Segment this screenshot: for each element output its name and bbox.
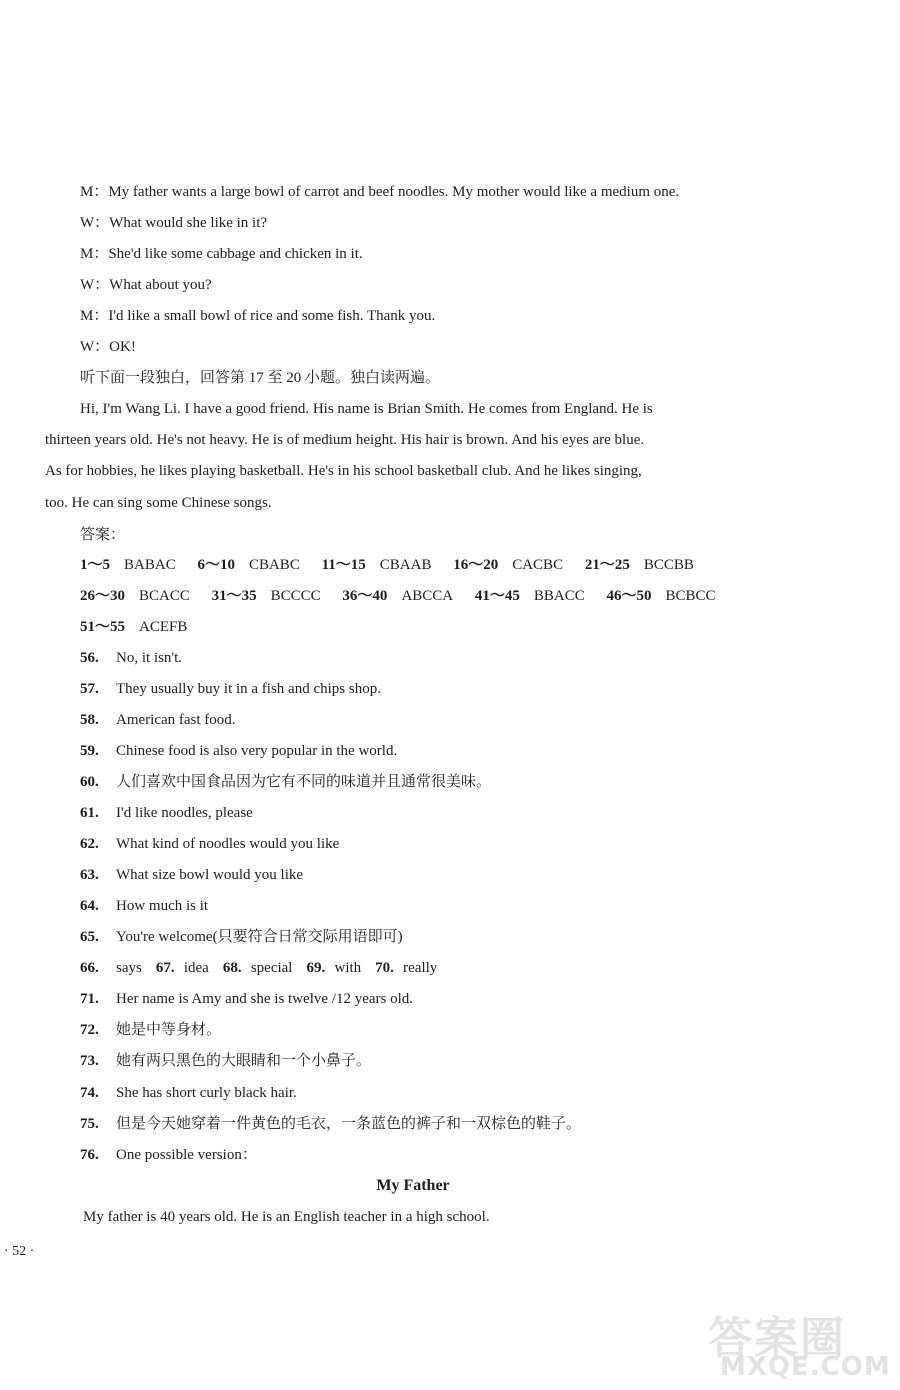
monologue-line: thirteen years old. He's not heavy. He is of medium height. His hair is brown. And his eyes are blue. bbox=[45, 432, 645, 448]
question-number: 62. bbox=[80, 836, 99, 852]
answer-text: 人们喜欢中国食品因为它有不同的味道并且通常很美味。 bbox=[116, 774, 492, 790]
answer-letters: CBAAB bbox=[379, 557, 432, 573]
watermark-text: 答案圈 bbox=[708, 1313, 846, 1364]
numbered-answer bbox=[80, 989, 413, 1009]
answer-text: Her name is Amy and she is twelve /12 years old. bbox=[116, 991, 414, 1007]
numbered-answer bbox=[80, 1114, 581, 1134]
cloze-word: idea bbox=[183, 960, 209, 976]
answer-text: Chinese food is also very popular in the world. bbox=[116, 743, 398, 759]
answer-letters: ACEFB bbox=[139, 619, 188, 635]
question-number: 66. bbox=[80, 960, 99, 976]
watermark-logo bbox=[700, 1302, 890, 1382]
dialogue-line bbox=[80, 213, 267, 233]
numbered-answer bbox=[80, 1083, 297, 1103]
speaker: M： bbox=[80, 246, 109, 262]
answer-range: 36～40 bbox=[342, 588, 388, 604]
answer-text: She has short curly black hair. bbox=[116, 1085, 297, 1101]
speaker: M： bbox=[80, 308, 109, 324]
answer-text: 她是中等身材。 bbox=[116, 1022, 222, 1038]
page-number: · 52 · bbox=[4, 1244, 35, 1259]
answer-letters: BCCBB bbox=[643, 557, 694, 573]
answer-range: 1～5 bbox=[80, 557, 111, 573]
dialogue-line bbox=[80, 337, 136, 357]
answer-text: I'd like noodles, please bbox=[116, 805, 253, 821]
answer-text: They usually buy it in a fish and chips shop. bbox=[116, 681, 381, 697]
question-number: 56. bbox=[80, 650, 99, 666]
answer-row bbox=[80, 586, 734, 606]
numbered-answer bbox=[80, 803, 253, 823]
speaker: W： bbox=[80, 277, 110, 293]
answer-text: 但是今天她穿着一件黄色的毛衣，一条蓝色的裤子和一双棕色的鞋子。 bbox=[116, 1116, 582, 1132]
answer-letters: BBACC bbox=[533, 588, 585, 604]
question-number: 75. bbox=[80, 1116, 99, 1132]
question-number: 63. bbox=[80, 867, 99, 883]
numbered-answer bbox=[80, 1051, 371, 1071]
answer-range: 26～30 bbox=[80, 588, 126, 604]
numbered-answer bbox=[80, 772, 491, 792]
question-number: 67. bbox=[155, 960, 175, 976]
cloze-word: says bbox=[116, 960, 142, 976]
cloze-word: really bbox=[403, 960, 438, 976]
numbered-answer bbox=[80, 927, 403, 947]
answer-range: 16～20 bbox=[453, 557, 499, 573]
question-number: 70. bbox=[375, 960, 394, 976]
numbered-answer bbox=[80, 710, 236, 730]
monologue-line: too. He can sing some Chinese songs. bbox=[45, 495, 272, 511]
question-number: 58. bbox=[80, 712, 99, 728]
answer-group bbox=[80, 617, 187, 637]
dialogue-line bbox=[80, 182, 679, 202]
question-number: 61. bbox=[80, 805, 99, 821]
answer-group bbox=[322, 555, 432, 575]
cloze-answers bbox=[80, 958, 437, 978]
dialogue-line bbox=[80, 244, 363, 264]
question-number: 57. bbox=[80, 681, 99, 697]
question-number: 72. bbox=[80, 1022, 99, 1038]
question-number: 65. bbox=[80, 929, 99, 945]
answer-row bbox=[80, 617, 205, 637]
answer-letters: CACBC bbox=[512, 557, 564, 573]
answer-group bbox=[212, 586, 321, 606]
cloze-word: special bbox=[250, 960, 293, 976]
question-number: 60. bbox=[80, 774, 99, 790]
numbered-answer bbox=[80, 1145, 257, 1165]
answer-text: 她有两只黑色的大眼睛和一个小鼻子。 bbox=[116, 1053, 372, 1069]
dialogue-text: My father wants a large bowl of carrot and beef noodles. My mother would like a medium one. bbox=[108, 184, 680, 200]
answer-letters: BABAC bbox=[124, 557, 176, 573]
answer-text: American fast food. bbox=[116, 712, 236, 728]
answer-row bbox=[80, 555, 712, 575]
question-number: 76. bbox=[80, 1147, 99, 1163]
speaker: W： bbox=[80, 215, 110, 231]
dialogue-line bbox=[80, 306, 435, 326]
speaker: W： bbox=[80, 339, 110, 355]
numbered-answer bbox=[80, 679, 381, 699]
dialogue-line bbox=[80, 275, 212, 295]
dialogue-text: I'd like a small bowl of rice and some fish. Thank you. bbox=[108, 308, 436, 324]
question-number: 68. bbox=[222, 960, 242, 976]
question-number: 74. bbox=[80, 1085, 99, 1101]
numbered-answer bbox=[80, 648, 182, 668]
answer-group bbox=[197, 555, 299, 575]
answer-range: 6～10 bbox=[197, 557, 235, 573]
answer-range: 51～55 bbox=[80, 619, 126, 635]
answer-text: One possible version： bbox=[116, 1147, 257, 1163]
numbered-answer bbox=[80, 1020, 221, 1040]
answer-text: You're welcome(只要符合日常交际用语即可) bbox=[116, 929, 403, 945]
numbered-answer bbox=[80, 896, 208, 916]
answer-letters: BCACC bbox=[139, 588, 190, 604]
answer-text: What kind of noodles would you like bbox=[116, 836, 340, 852]
answer-letters: CBABC bbox=[248, 557, 300, 573]
essay-line: My father is 40 years old. He is an English teacher in a high school. bbox=[83, 1209, 490, 1225]
answer-group bbox=[342, 586, 453, 606]
watermark-url: MXQE.COM bbox=[720, 1352, 891, 1382]
answer-range: 41～45 bbox=[474, 588, 520, 604]
numbered-answer bbox=[80, 865, 303, 885]
numbered-answer bbox=[80, 741, 397, 761]
answers-label: 答案： bbox=[80, 527, 126, 543]
answer-range: 21～25 bbox=[584, 557, 630, 573]
speaker: M： bbox=[80, 184, 109, 200]
dialogue-text: She'd like some cabbage and chicken in it. bbox=[108, 246, 363, 262]
question-number: 59. bbox=[80, 743, 99, 759]
answer-range: 31～35 bbox=[211, 588, 257, 604]
answer-letters: BCCCC bbox=[270, 588, 321, 604]
answer-group bbox=[453, 555, 563, 575]
question-number: 73. bbox=[80, 1053, 99, 1069]
monologue-line: As for hobbies, he likes playing basketball. He's in his school basketball club. And he likes singing, bbox=[45, 463, 642, 479]
answer-group bbox=[475, 586, 585, 606]
instruction: 听下面一段独白，回答第 17 至 20 小题。独白读两遍。 bbox=[80, 370, 441, 386]
answer-range: 46～50 bbox=[606, 588, 652, 604]
question-number: 69. bbox=[306, 960, 326, 976]
question-number: 64. bbox=[80, 898, 99, 914]
answer-group bbox=[80, 555, 176, 575]
answer-group bbox=[80, 586, 190, 606]
answer-text: What size bowl would you like bbox=[116, 867, 304, 883]
answer-group bbox=[585, 555, 694, 575]
answer-group bbox=[607, 586, 716, 606]
monologue-line: Hi, I'm Wang Li. I have a good friend. His name is Brian Smith. He comes from England. He is bbox=[80, 401, 653, 417]
essay-title: My Father bbox=[376, 1177, 450, 1194]
answer-letters: BCBCC bbox=[665, 588, 716, 604]
answer-letters: ABCCA bbox=[401, 588, 454, 604]
question-number: 71. bbox=[80, 991, 99, 1007]
answer-text: How much is it bbox=[116, 898, 209, 914]
answer-range: 11～15 bbox=[321, 557, 366, 573]
dialogue-text: OK! bbox=[109, 339, 136, 355]
dialogue-text: What would she like in it? bbox=[109, 215, 268, 231]
cloze-word: with bbox=[334, 960, 362, 976]
answer-text: No, it isn't. bbox=[116, 650, 183, 666]
numbered-answer bbox=[80, 834, 339, 854]
dialogue-text: What about you? bbox=[109, 277, 212, 293]
